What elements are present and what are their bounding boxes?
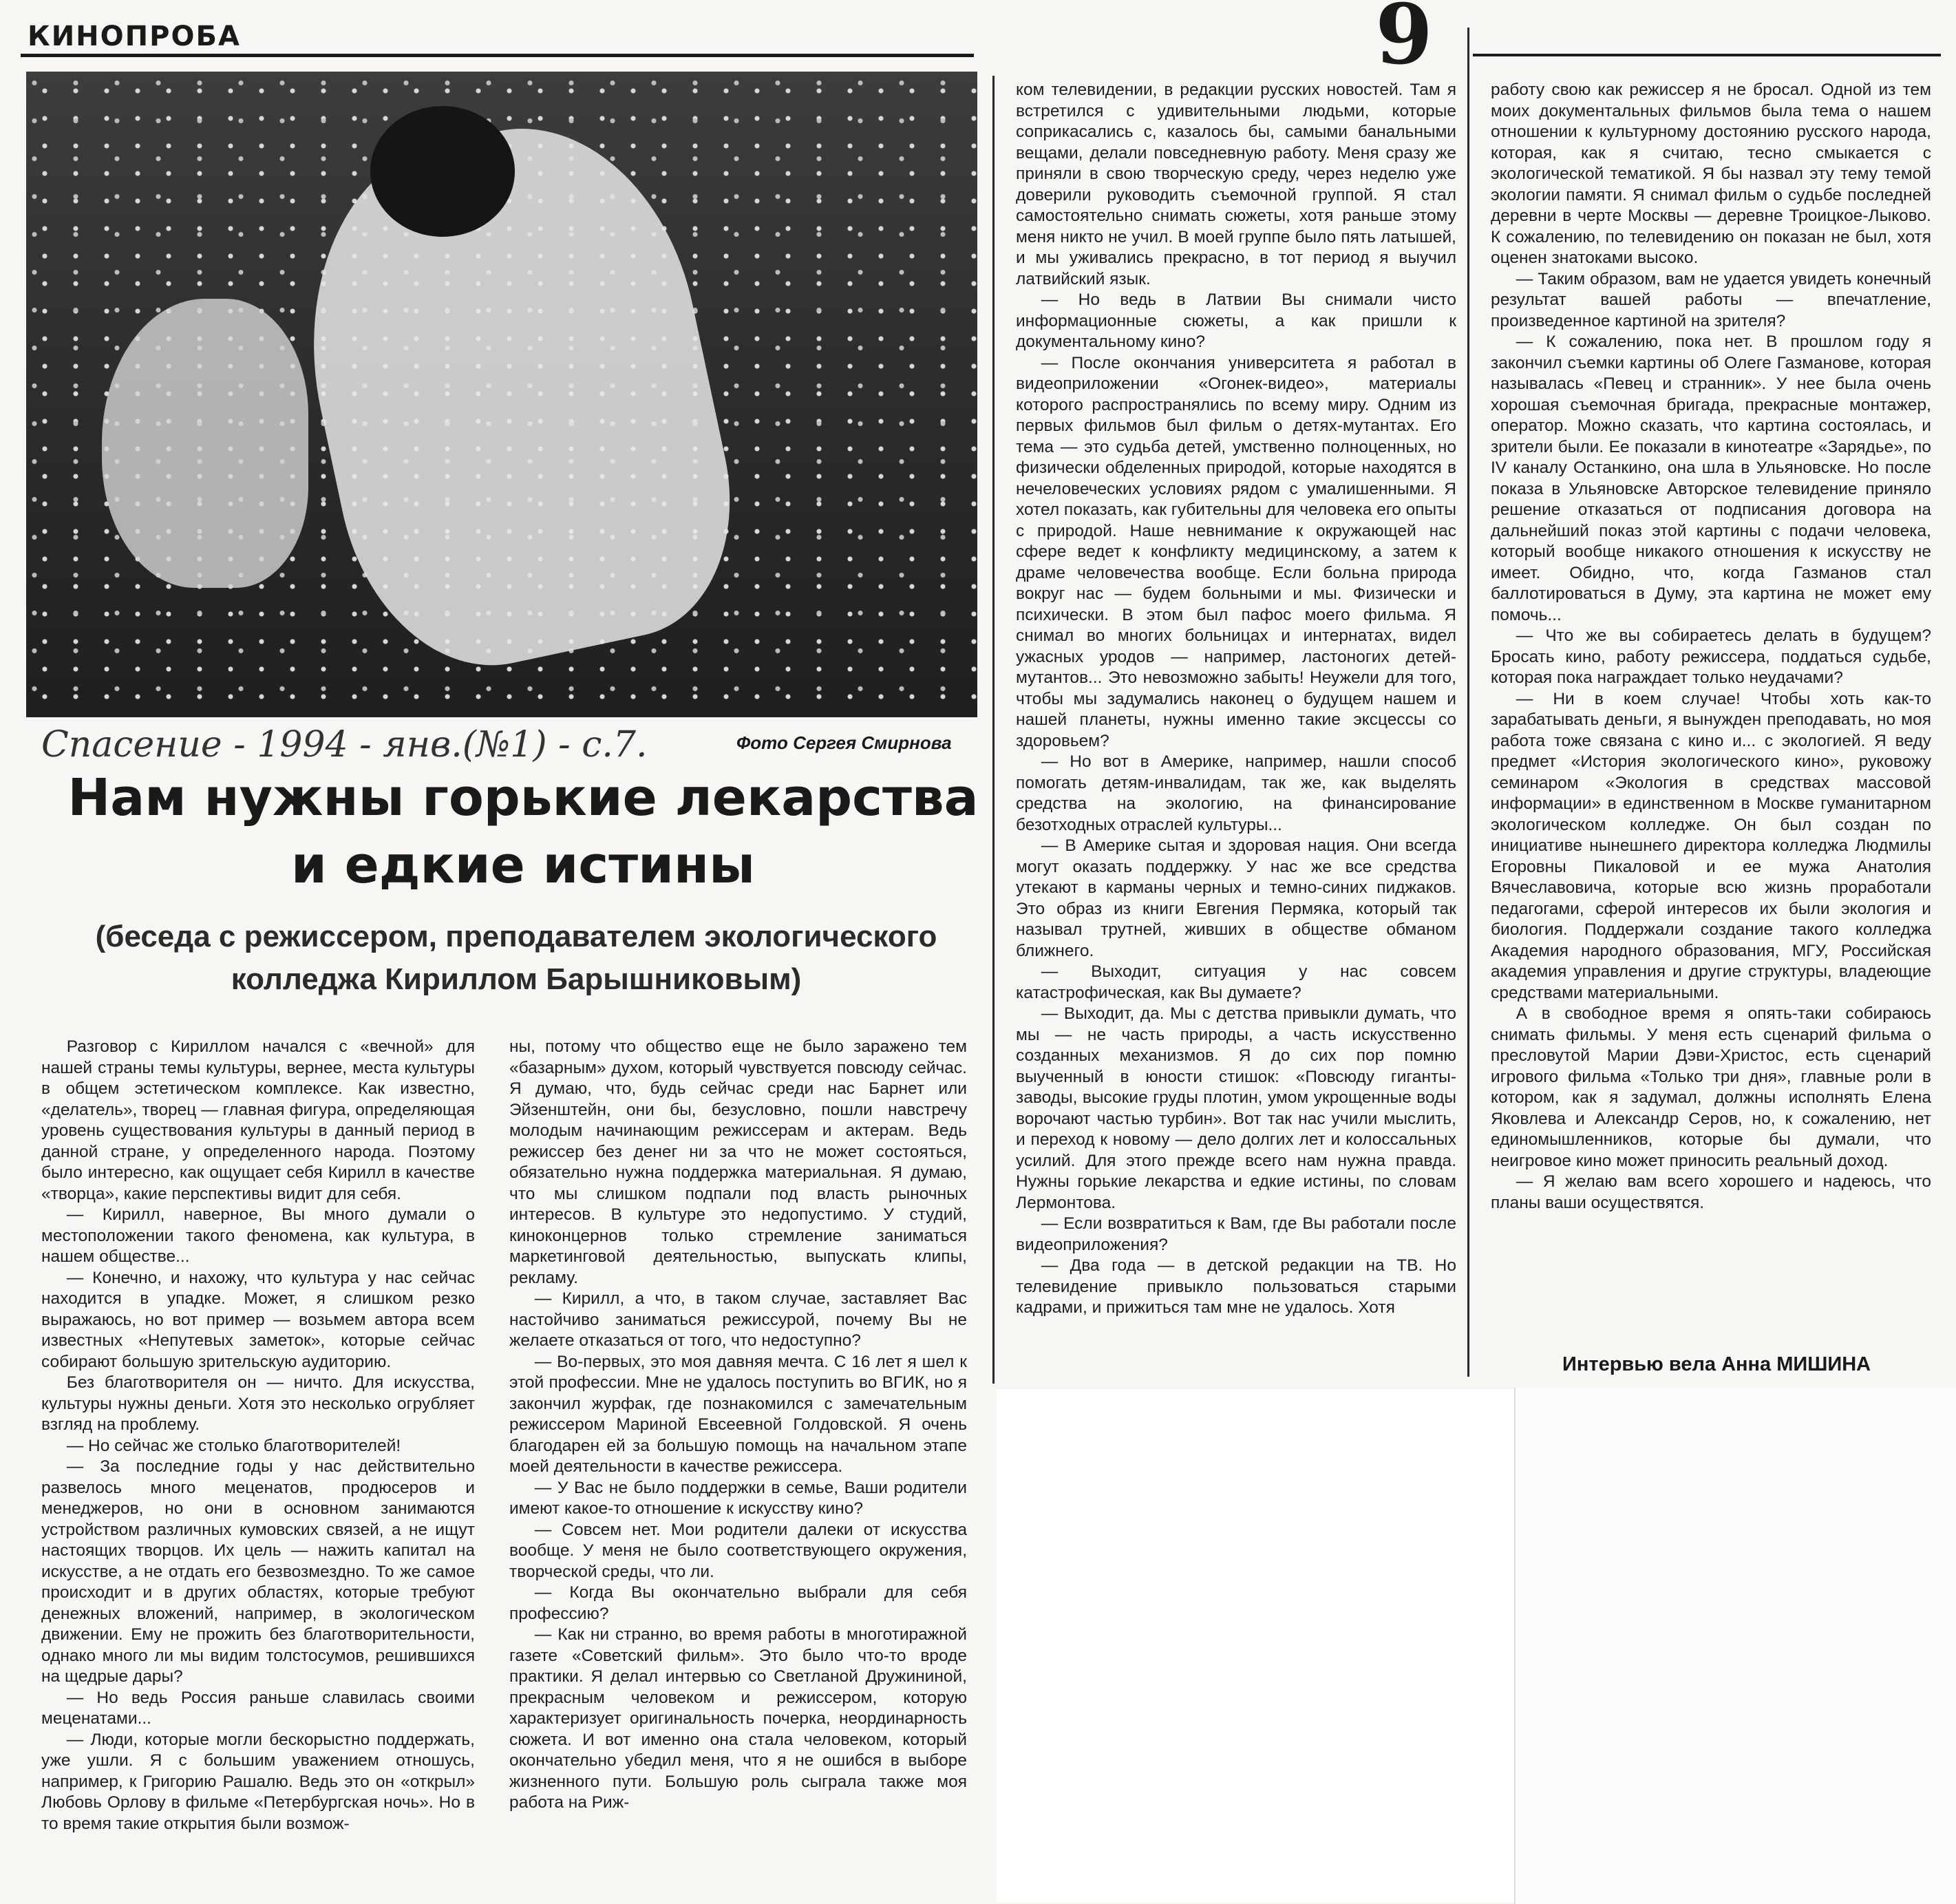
paragraph: — К сожалению, пока нет. В прошлом году я закончил съемки картины об Олеге Газманове, которая называлась «Певец и странник». У нее была очень хорошая съемочная бригада, прекрасные монтажер, оператор. Можно сказать, что картина состоялась, и зрители были. Ее показали в кинотеатре «Зарядье», по IV каналу Останкино, она шла в Ульяновске. Но после показа в Ульяновске Авторское телевидение приняло решение отказаться от подписания договора на дальнейший показ этой картины с подачи человека, который вообще никакого отношения к искусству не имеет. Обидно, что, когда Газманов стал баллотироваться в Думу, эта картина не может ему помочь...	[1491, 332, 1931, 624]
text-column-4	[1491, 80, 1931, 1214]
paragraph: — Но сейчас же столько благотворителей!	[66, 1436, 401, 1455]
column-rule	[1467, 28, 1469, 1377]
paragraph: — У Вас не было поддержки в семье, Ваши родители имеют какое-то отношение к искусству кино?	[509, 1478, 967, 1518]
paragraph: — Таким образом, вам не удается увидеть конечный результат вашей работы — впечатление, произведенное картиной на зрителя?	[1491, 269, 1931, 330]
paragraph: — Я желаю вам всего хорошего и надеюсь, что планы ваши осуществятся.	[1491, 1172, 1931, 1212]
paragraph: — Конечно, и нахожу, что культура у нас сейчас находится в упадке. Может, я слишком резко выражаюсь, но вот пример — возьмем автора всем известных «Непутевых заметок», которые сейчас собирают большую зрительскую аудиторию.	[41, 1268, 475, 1371]
paragraph: — Два года — в детской редакции на ТВ. Но телевидение привыкло пользоваться старыми кадрами, и прижиться там мне не удалось. Хотя	[1016, 1256, 1456, 1317]
paragraph: — Но ведь Россия раньше славилась своими меценатами...	[41, 1688, 475, 1728]
paragraph: — Выходит, да. Мы с детства привыкли думать, что мы — не часть природы, а часть искусственно созданных механизмов. Я до сих пор помню выученный в юности стишок: «Повсюду гиганты-заводы, высокие груды плотин, умом укрощенные воды ворочают частью турбин». Вот так нас учили мыслить, и переход к новому — дело долгих лет и колоссальных усилий. Для этого прежде всего нам нужна правда. Нужны горькие лекарства и едкие истины, по словам Лермонтова.	[1016, 1004, 1456, 1212]
text-column-2	[509, 1037, 967, 1814]
handwritten-note: Спасение - 1994 - янв.(№1) - с.7.	[41, 724, 648, 765]
paragraph: — Во-первых, это моя давняя мечта. С 16 лет я шел к этой профессии. Мне не удалось поступить во ВГИК, но я закончил журфак, где познакомился с замечательным режиссером Мариной Евсеевной Голдовской. Я очень благодарен ей за большую помощь на начальном этапе моей деятельности в качестве режиссера.	[509, 1352, 967, 1476]
paragraph: — Кирилл, наверное, Вы много думали о местоположении такого феномена, как культура, в нашем обществе...	[41, 1205, 475, 1266]
text-column-1	[41, 1037, 475, 1834]
top-rule	[21, 54, 974, 57]
paragraph: — В Америке сытая и здоровая нация. Они всегда могут оказать поддержку. У нас же все средства утекают в карманы черных и темно-синих пиджаков. Это образ из книги Евгения Пермяка, который так называл трутней, живших в обществе обманом ближнего.	[1016, 836, 1456, 960]
photo-figure-man	[272, 99, 758, 691]
paragraph: ком телевидении, в редакции русских новостей. Там я встретился с удивительными людьми, которые соприкасались с, казалось бы, самыми банальными вещами, делали повседневную работу. Меня сразу же приняли в свою творческую среду, через неделю уже доверили руководить съемочной группой. Я стал самостоятельно снимать сюжеты, хотя раньше этому меня никто не учил. В моей группе было пять латышей, и мы уживались прекрасно, в тот период я выучил латвийский язык.	[1016, 81, 1456, 288]
page-number: 9	[1375, 0, 1433, 83]
paragraph: работу свою как режиссер я не бросал. Одной из тем моих документальных фильмов была тема о нашем отношении к культурному достоянию русского народа, которая, как я считаю, тесно смыкается с экологической тематикой. Я бы назвал эту тему темой экологии памяти. Я снимал фильм о судьбе последней деревни в черте Москвы — деревне Троицкое-Лыково. К сожалению, по телевидению он показан не был, хотя оценен знатоками высоко.	[1491, 81, 1931, 267]
photo-credit: Фото Сергея Смирнова	[736, 732, 952, 753]
paragraph: — Выходит, ситуация у нас совсем катастрофическая, как Вы думаете?	[1016, 962, 1456, 1002]
paragraph: — Но ведь в Латвии Вы снимали чисто информационные сюжеты, а как пришли к документальному кино?	[1016, 290, 1456, 351]
article-subheadline: (беседа с режиссером, преподавателем экологического колледжа Кириллом Барышниковым)	[95, 920, 937, 996]
paragraph: — Кирилл, а что, в таком случае, заставляет Вас настойчиво заниматься режиссурой, почему Вы не желаете отказаться от того, что недоступно?	[509, 1289, 967, 1350]
section-rubric: КИНОПРОБА	[28, 21, 241, 52]
top-rule-right	[1473, 54, 1941, 56]
paragraph: — Если возвратиться к Вам, где Вы работали после видеоприложения?	[1016, 1214, 1456, 1254]
paragraph: А в свободное время я опять-таки собираюсь снимать фильмы. У меня есть сценарий фильма о пресловутой Марии Дэви-Христос, есть сценарий игрового фильма «Только три дня», главные роли в котором, как я задумал, должны исполнять Елена Яковлева и Александр Серов, но, к сожалению, нет единомышленников, которые бы думали, что неигровое кино может приносить реальный доход.	[1491, 1004, 1931, 1170]
paragraph: Разговор с Кириллом начался с «вечной» для нашей страны темы культуры, вернее, места культуры в общем эстетическом комплексе. Как известно, «делатель», творец — главная фигура, определяющая уровень существования культуры в данный период в данной стране, у определенного народа. Поэтому было интересно, как ощущает себя Кирилл в качестве «творца», какие перспективы видит для себя.	[41, 1037, 475, 1203]
paragraph: — Совсем нет. Мои родители далеки от искусства вообще. У меня не было соответствующего окружения, творческой среды, что ли.	[509, 1520, 967, 1581]
clipping-cutout-edge	[1514, 1388, 1956, 1904]
paragraph: — После окончания университета я работал в видеоприложении «Огонек-видео», материалы которого распространялись по всему миру. Одним из первых фильмов был фильм о детях-мутантах. Его тема — это судьба детей, умственно полноценных, но физически обделенных природой, которые находятся в нечеловеческих условиях рядом с умалишенными. Я хотел показать, как губительны для человека его опыты с природой. Наше невнимание к окружающей нас сфере ведет к конфликту медицинскому, а затем к драме человечества вообще. Если больна природа вокруг нас — будем больными и мы. Физически и психически. В этом был пафос моего фильма. Я снимал во многих больницах и интернатах, видел ужасных уродов — например, ластоногих детей-мутантов... Это невозможно забыть! Неужели для того, чтобы мы задумались наконец о будущем нашем и нашей планеты, нужны именно такие эксцессы со здоровьем?	[1016, 353, 1456, 750]
paragraph: — Как ни странно, во время работы в многотиражной газете «Советский фильм». Это было что-то вроде практики. Я делал интервью со Светланой Дружининой, прекрасным человеком и режиссером, которую характеризует оригинальность почерка, неординарность сюжета. И вот именно она стала человеком, который окончательно убедил меня, что я не ошибся в выборе жизненного пути. Большую роль сыграла также моя работа на Риж-	[509, 1625, 967, 1812]
paragraph: — Но вот в Америке, например, нашли способ помогать детям-инвалидам, так же, как выделять средства на экологию, на финансирование безотходных отраслей культуры...	[1016, 752, 1456, 834]
paragraph: ны, потому что общество еще не было заражено тем «базарным» духом, который чувствуется повсюду сейчас. Я думаю, что, будь сейчас среди нас Барнет или Эйзенштейн, они бы, безусловно, пошли навстречу молодым начинающим режиссерам и актерам. Ведь режиссер без денег ни за что не может состояться, обязательно нужна поддержка материальная. Я думаю, что мы слишком подпали под власть рыночных интересов. В культуре это недопустимо. У студий, киноконцернов только стремление заниматься маркетинговой деятельностью, выпускать клипы, рекламу.	[509, 1037, 967, 1287]
paragraph: — Когда Вы окончательно выбрали для себя профессию?	[509, 1583, 967, 1623]
article-photo	[26, 72, 977, 717]
column-rule	[992, 76, 995, 1384]
text-column-3	[1016, 80, 1456, 1319]
paragraph: Без благотворителя он — ничто. Для искусства, культуры нужны деньги. Хотя это несколько огрубляет взгляд на проблему.	[41, 1373, 475, 1434]
paragraph: — За последние годы у нас действительно развелось много меценатов, продюсеров и менеджеров, но они в основном занимаются устройством различных кумовских связей, а не ищут настоящих творцов. Их цель — нажить капитал на искусстве, а не отдать его безвозмездно. То же самое происходит и в других областях, которые требуют денежных вложений, например, в экологическом движении. Ему не прожить без благотворительности, однако много ли мы видим толстосумов, решившихся на щедрые дары?	[41, 1457, 475, 1686]
photo-figure-child	[102, 299, 308, 588]
byline-signature: Интервью вела Анна МИШИНА	[1562, 1353, 1871, 1375]
photo-figure-head	[370, 106, 515, 237]
paragraph: — Ни в коем случае! Чтобы хоть как-то зарабатывать деньги, я вынужден преподавать, но моя работа тоже связана с кино и... с экологией. Я веду предмет «История экологического кино», руковожу семинаром «Экология в средствах массовой информации» в единственном в Москве гуманитарном экологическом колледже. Он был создан по инициативе нынешнего директора колледжа Людмилы Егоровны Пикаловой и ее мужа Анатолия Вячеславовича, которые всю жизнь проработали педагогами, сферой интересов их были экология и биология. Поддержали создание такого колледжа Академия народного образования, МГУ, Российская академия управления и другие структуры, владеющие средствами материальными.	[1491, 689, 1931, 1002]
paragraph: — Что же вы собираетесь делать в будущем? Бросать кино, работу режиссера, поддаться судьбе, которая пока награждает только неудачами?	[1491, 626, 1931, 687]
paragraph: — Люди, которые могли бескорыстно поддержать, уже ушли. Я с большим уважением отношусь, например, к Григорию Рашалю. Ведь это он «открыл» Любовь Орлову в фильме «Петербургская ночь». Но в то время такие открытия были возмож-	[41, 1730, 475, 1833]
article-headline: Нам нужны горькие лекарства и едкие истины	[67, 768, 979, 895]
